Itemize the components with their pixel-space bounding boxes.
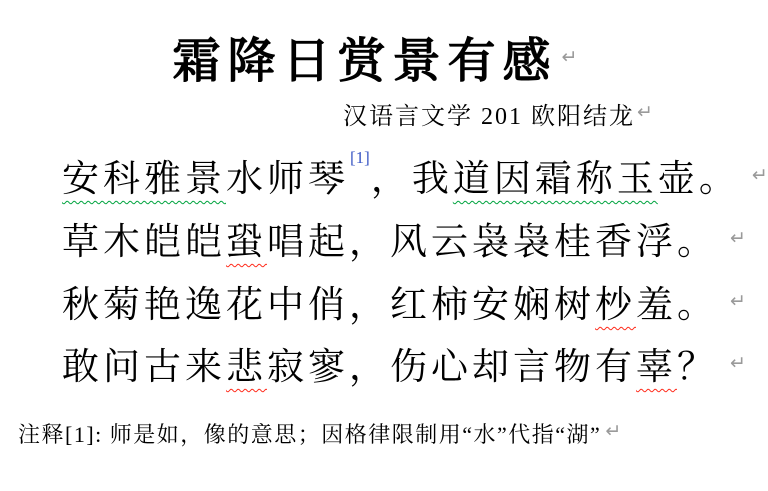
paragraph-mark-icon: ↵ [730, 290, 746, 312]
poem-text-segment: ？ [677, 347, 718, 388]
paragraph-mark-icon: ↵ [605, 420, 622, 442]
paragraph-mark-icon: ↵ [730, 227, 746, 249]
poem-text-segment: 唱起，风云袅袅桂香浮。 [267, 222, 718, 263]
poem-line-2 [62, 221, 746, 265]
poem-line-3 [62, 284, 746, 328]
paragraph-mark-icon: ↵ [637, 101, 653, 123]
footnote-line [18, 418, 621, 449]
poem-text-segment: 羞。 [636, 285, 718, 326]
byline-text: 汉语言文学 201 欧阳结龙 [343, 104, 635, 130]
poem-text-segment: 寂寥，伤心却言物有 [267, 347, 636, 388]
poem-text-segment: 敢问古来 [62, 347, 226, 388]
poem-text-segment: 草木皑皑 [62, 222, 226, 263]
spellcheck-red-segment: 辜 [636, 347, 677, 388]
poem-text-segment: 壶。 [657, 159, 740, 200]
paragraph-mark-icon: ↵ [730, 352, 746, 374]
poem-title-row [0, 22, 750, 91]
poem-text-segment: 水师琴 [226, 159, 349, 200]
author-byline [343, 96, 653, 131]
poem-line-1 [62, 147, 768, 202]
spellcheck-red-segment: 杪 [595, 285, 636, 326]
spellcheck-green-segment: 道因霜称玉 [452, 159, 658, 200]
poem-line-4 [62, 346, 746, 390]
spellcheck-red-segment: 悲 [226, 347, 267, 388]
poem-text-segment: ，我 [370, 159, 453, 200]
footnote-reference-superscript: [1] [350, 147, 370, 167]
footnote-text: 注释[1]: 师是如，像的意思；因格律限制用“水”代指“湖” [18, 422, 602, 447]
paragraph-mark-icon: ↵ [751, 164, 768, 186]
poem-title: 霜降日赏景有感 [172, 35, 558, 88]
paragraph-mark-icon: ↵ [561, 46, 578, 68]
spellcheck-green-segment: 安科雅景 [62, 159, 226, 200]
spellcheck-red-segment: 蛩 [226, 222, 267, 263]
poem-text-segment: 秋菊艳逸花中俏，红柿安娴树 [62, 285, 595, 326]
